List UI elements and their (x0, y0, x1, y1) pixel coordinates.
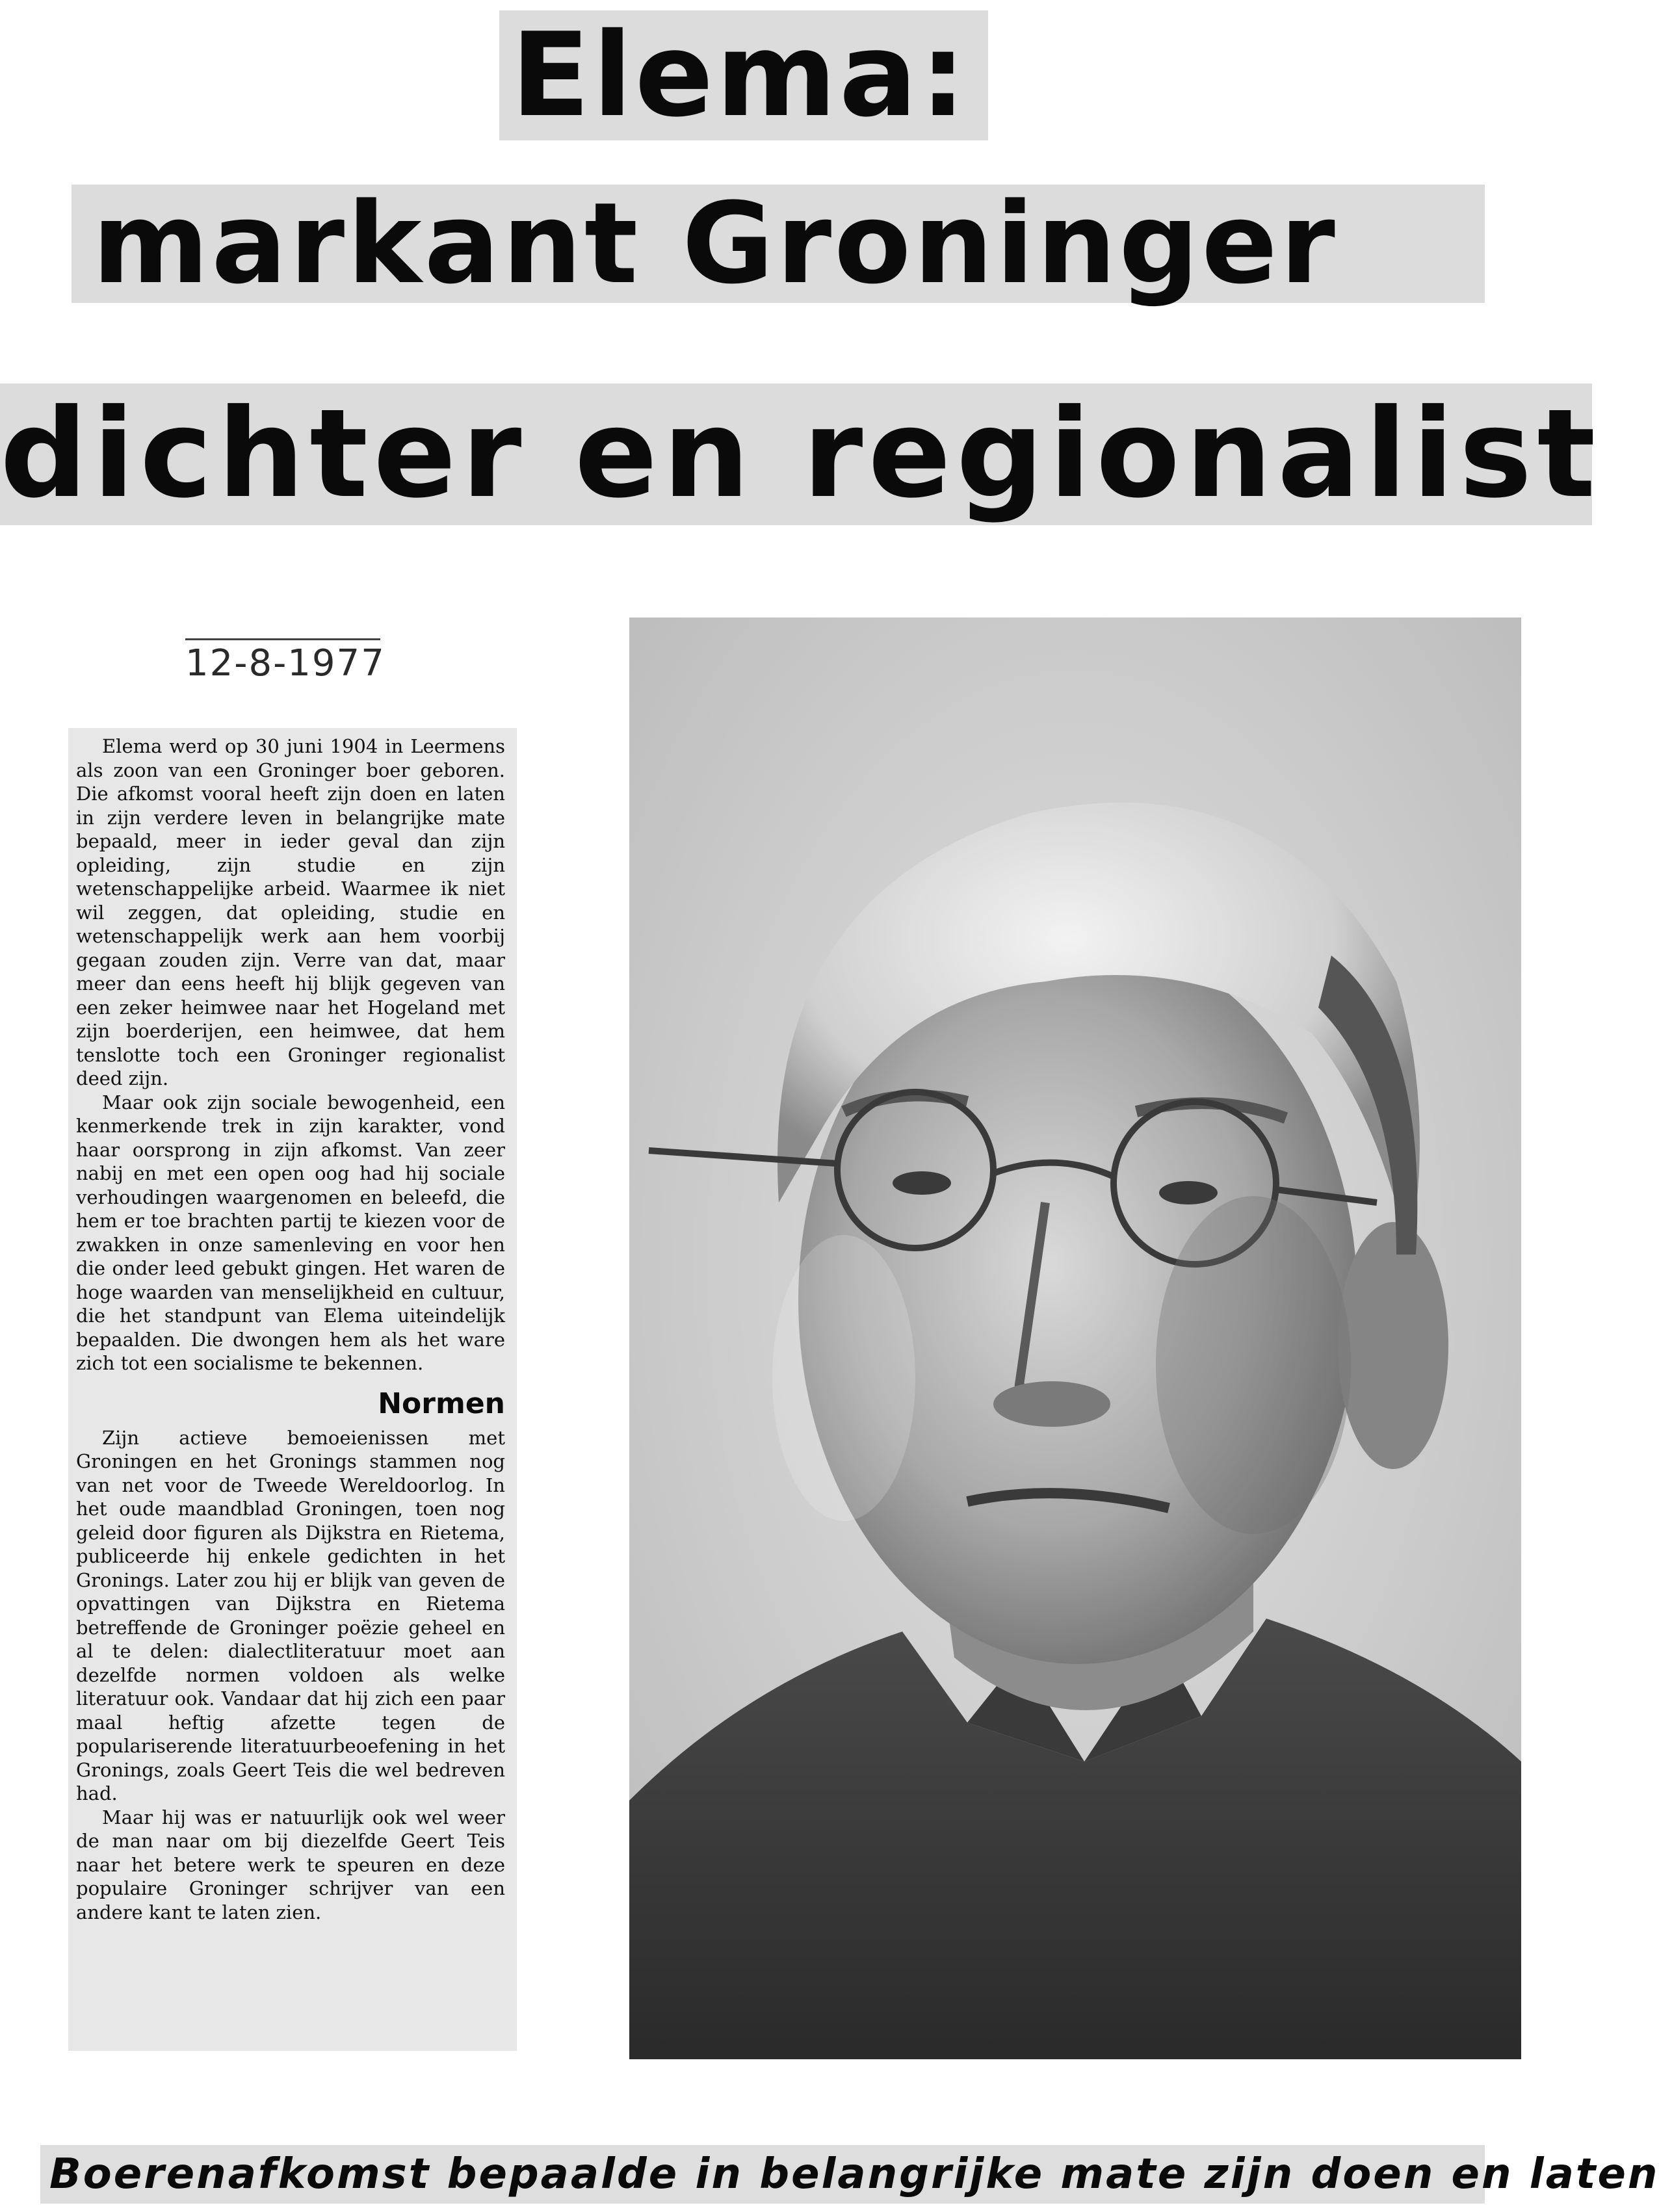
article-paragraph: Maar ook zijn sociale bewogenheid, een kenmerkende trek in zijn karakter, vond haar oorsprong in zijn afkomst. Van zeer nabij en met een open oog had hij sociale verhoudingen waargenomen en beleefd, die hem er toe brachten partij te kiezen voor de zwakken in onze samenleving en voor hen die onder leed gebukt gingen. Het waren de hoge waarden van menselijkheid en cultuur, die het standpunt van Elema uiteindelijk bepaalden. Die dwongen hem als het ware zich tot een socialisme te bekennen. (76, 1091, 505, 1374)
headline-line-1: Elema: (511, 8, 969, 142)
headline-line-3: dichter en regionalist (0, 383, 1601, 525)
headline-line-3-strip (0, 383, 1601, 525)
date-stamp: 12-8-1977 (185, 642, 385, 684)
portrait-illustration (629, 618, 1521, 2059)
photo-caption: Boerenafkomst bepaalde in belangrijke mate zijn doen en laten (49, 2150, 1659, 2198)
photo-caption-strip (40, 2145, 1659, 2204)
headline-line-2-strip (72, 178, 1485, 309)
article-subheading: Normen (378, 1386, 505, 1420)
article-paragraph: Elema werd op 30 juni 1904 in Leermens als zoon van een Groninger boer geboren. Die afkomst vooral heeft zijn doen en laten in zijn verdere leven in belangrijke mate bepaald, meer in ieder geval dan zijn opleiding, zijn studie en zijn wetenschappelijke arbeid. Waarmee ik niet wil zeggen, dat opleiding, studie en wetenschappelijk werk aan hem voorbij gegaan zouden zijn. Verre van dat, maar meer dan eens heeft hij blijk gegeven van een zeker heimwee naar het Hogeland met zijn boerderijen, een heimwee, dat hem tenslotte toch een Groninger regionalist deed zijn. (76, 735, 505, 1089)
portrait-photo (629, 618, 1521, 2059)
headline-line-1-strip (499, 10, 988, 140)
article-paragraph: Zijn actieve bemoeienissen met Groningen en het Gronings stammen nog van net voor de Tweede Wereldoorlog. In het oude maandblad Groningen, toen nog geleid door figuren als Dijkstra en Rietema, publiceerde hij enkele gedichten in het Gronings. Later zou hij er blijk van geven de opvattingen van Dijkstra en Rietema betreffende de Groninger poëzie geheel en al te delen: dialectliteratuur moet aan dezelfde normen voldoen als welke literatuur ook. Vandaar dat hij zich een paar maal heftig afzette tegen de populariserende literatuurbeoefening in het Gronings, zoals Geert Teis die wel bedreven had. (76, 1426, 505, 1804)
headline-line-2: markant Groninger (92, 178, 1338, 309)
article-column (68, 728, 517, 2051)
article-paragraph: Maar hij was er natuurlijk ook wel weer de man naar om bij diezelfde Geert Teis naar het betere werk te speuren en deze populaire Groninger schrijver van een andere kant te laten zien. (76, 1806, 505, 1923)
